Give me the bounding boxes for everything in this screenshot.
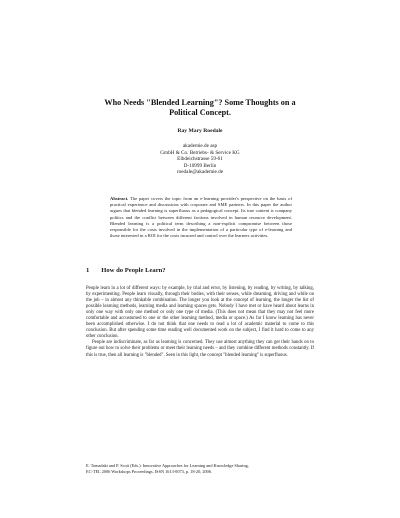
abstract-label: Abstract. bbox=[110, 196, 129, 201]
footnote-line: E. Tomadaki and P. Scott (Eds.): Innovative Approaches for Learning and Knowledge Sharing, bbox=[86, 463, 249, 468]
abstract bbox=[110, 196, 292, 239]
body-text bbox=[86, 286, 314, 359]
author-email: roedale@akademie.de bbox=[176, 169, 224, 176]
footnote-line: EC-TEL 2006 Workshops Proceedings, ISSN 1613-0073, p. 18-20, 2006. bbox=[86, 468, 213, 474]
affiliation-line: akademie.de asp bbox=[182, 143, 218, 149]
author-name: Ray Mary Roedale bbox=[177, 128, 223, 134]
author-affiliation bbox=[100, 143, 300, 176]
body-paragraph: People are indiscriminate, as far as learning is concerned. They use almost anything they can get their hands on to figure out how to solve their problems or meet their learning needs – and they combine different methods constantly. If this is true, then all learning is "blended". Seen in this light, the concept "blended learning" is superfluous. bbox=[86, 340, 314, 358]
paper-title: Who Needs "Blended Learning"? Some Thoughts on a Political Concept. bbox=[104, 98, 296, 117]
affiliation-line: GmbH & Co. Betriebs- & Service KG bbox=[160, 149, 240, 156]
body-paragraph: People learn in a lot of different ways: by example, by trial and error, by listening, by reading, by writing, by talking, by experimenting. People learn visually, through their bodies, with their senses, while dreaming, driving and while on the job – in almost any thinkable combination. The longer you look at the concept of learning, the longer the list of possible learning methods, learning media and learning spaces gets. Nobody I have met or have heard about learns in only one way with only one method or only one type of media. (This does not mean that they may not feel more comfortable and accustomed to one or the other learning method, media or space.) As far I know learning has never been accomplished otherwise. I do not think that one needs to read a lot of academic material to come to this conclusion. But after spending some time reading well documented work on the subject, I find it hard to come to any other conclusion. bbox=[86, 286, 314, 340]
section-heading bbox=[86, 267, 316, 275]
footnote bbox=[86, 463, 346, 475]
abstract-text: The paper covers the topic from an e-learning provider's perspective on the basis of practical experience and discussions with corporate and SME partners. In this paper the author argues that blended learning is superfluous as a pedagogical concept. Its true content is company politics and the conflict between different factions involved in human resource development. Blended learning is a political term describing a non-explicit compromise between those responsible for the costs involved in the implementation of a particular type of e-learning and those interested in a ROI for the costs incurred and control over the learners activities. bbox=[110, 196, 292, 239]
affiliation-line: Elbdeichstrasse 59-61 bbox=[177, 156, 223, 163]
section-title: How do People Learn? bbox=[101, 267, 166, 274]
section-number: 1 bbox=[86, 267, 90, 274]
affiliation-line: D-10999 Berlin bbox=[183, 162, 217, 169]
